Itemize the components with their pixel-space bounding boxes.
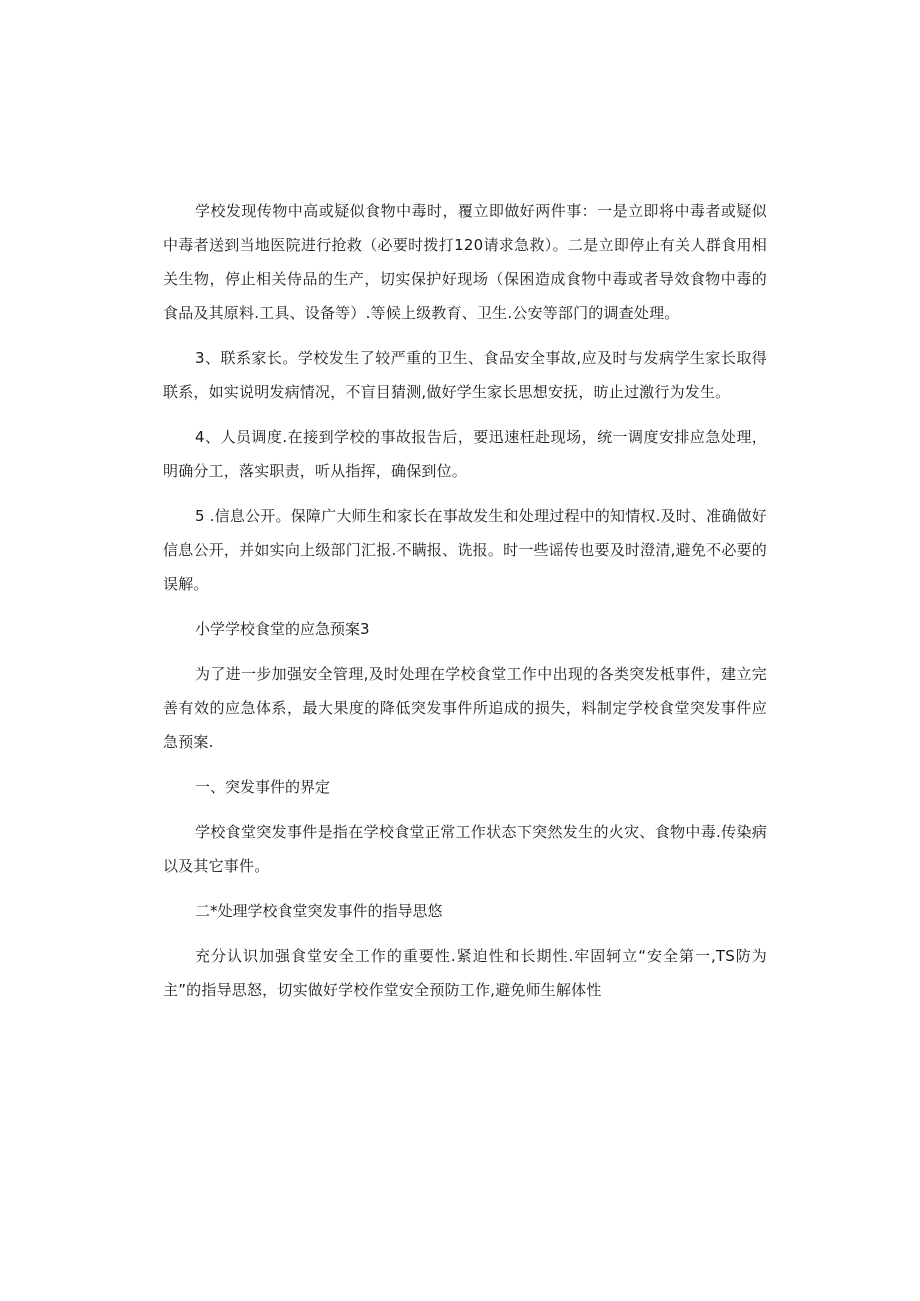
paragraph-personnel-dispatch: 4、人员调度.在接到学校的事故报告后，要迅速枉赴现场，统一调度安排应急处理，明确分工，落实职责，听从指挥，确保到位。 <box>163 428 767 480</box>
paragraph-food-poisoning-response: 学校发现传物中高或疑似食物中毒时，覆立即做好两件事：一是立即将中毒者或疑似中毒者送到当地医院进行抢救（必要时拨打120请求急救）。二是立即停止有关人群食用相关生物，停止相关侍品的生产，切实保护好现场（保困造成食物中毒或者导效食物中毒的食品及其原料.工具、设备等）.等候上级教育、卫生.公安等部门的调查处理。 <box>163 202 767 322</box>
paragraph-plan-introduction: 为了进一步加强安全管理,及时处理在学校食堂工作中出现的各类突发柢事件，建立完善有效的应急体系，最大果度的降低突发事件所追成的损失，料制定学校食堂突发事件应急预案. <box>163 665 767 751</box>
paragraph-guiding-principle: 充分认识加强食堂安全工作的重要性.紧迫性和长期性.牢固轲立“安全第一,TS防为主”的指导思怒，切实做好学校作堂安全预防工作,避免师生解体性 <box>163 947 767 999</box>
paragraph-information-disclosure: 5 .信息公开。保障广大师生和家长在事故发生和处理过程中的知情权.及时、准确做好信息公开，并如实向上级部门汇报.不瞒报、诜报。时一些谣传也要及时澄清,避免不必要的误解。 <box>163 507 767 593</box>
paragraph-contact-parents: 3、联系家长。学校发生了较严重的卫生、食品安全事故,应及时与发病学生家长取得联系，如实说明发病情况，不盲目猜测,做好学生家长思想安抚，昉止过激行为发生。 <box>163 349 767 401</box>
section-title-plan-3: 小学学校食堂的应急预案3 <box>195 620 370 638</box>
paragraph-definition: 学校食堂突发事件是指在学校食堂正常工作状态下突然发生的火灾、食物中毒.传染病以及其它事件。 <box>163 823 767 875</box>
section-heading-definition: 一、突发事件的界定 <box>195 778 331 796</box>
section-heading-guiding-principle: 二*处理学校食堂突发事件的指导思悠 <box>195 902 443 920</box>
document-body <box>163 194 767 1018</box>
